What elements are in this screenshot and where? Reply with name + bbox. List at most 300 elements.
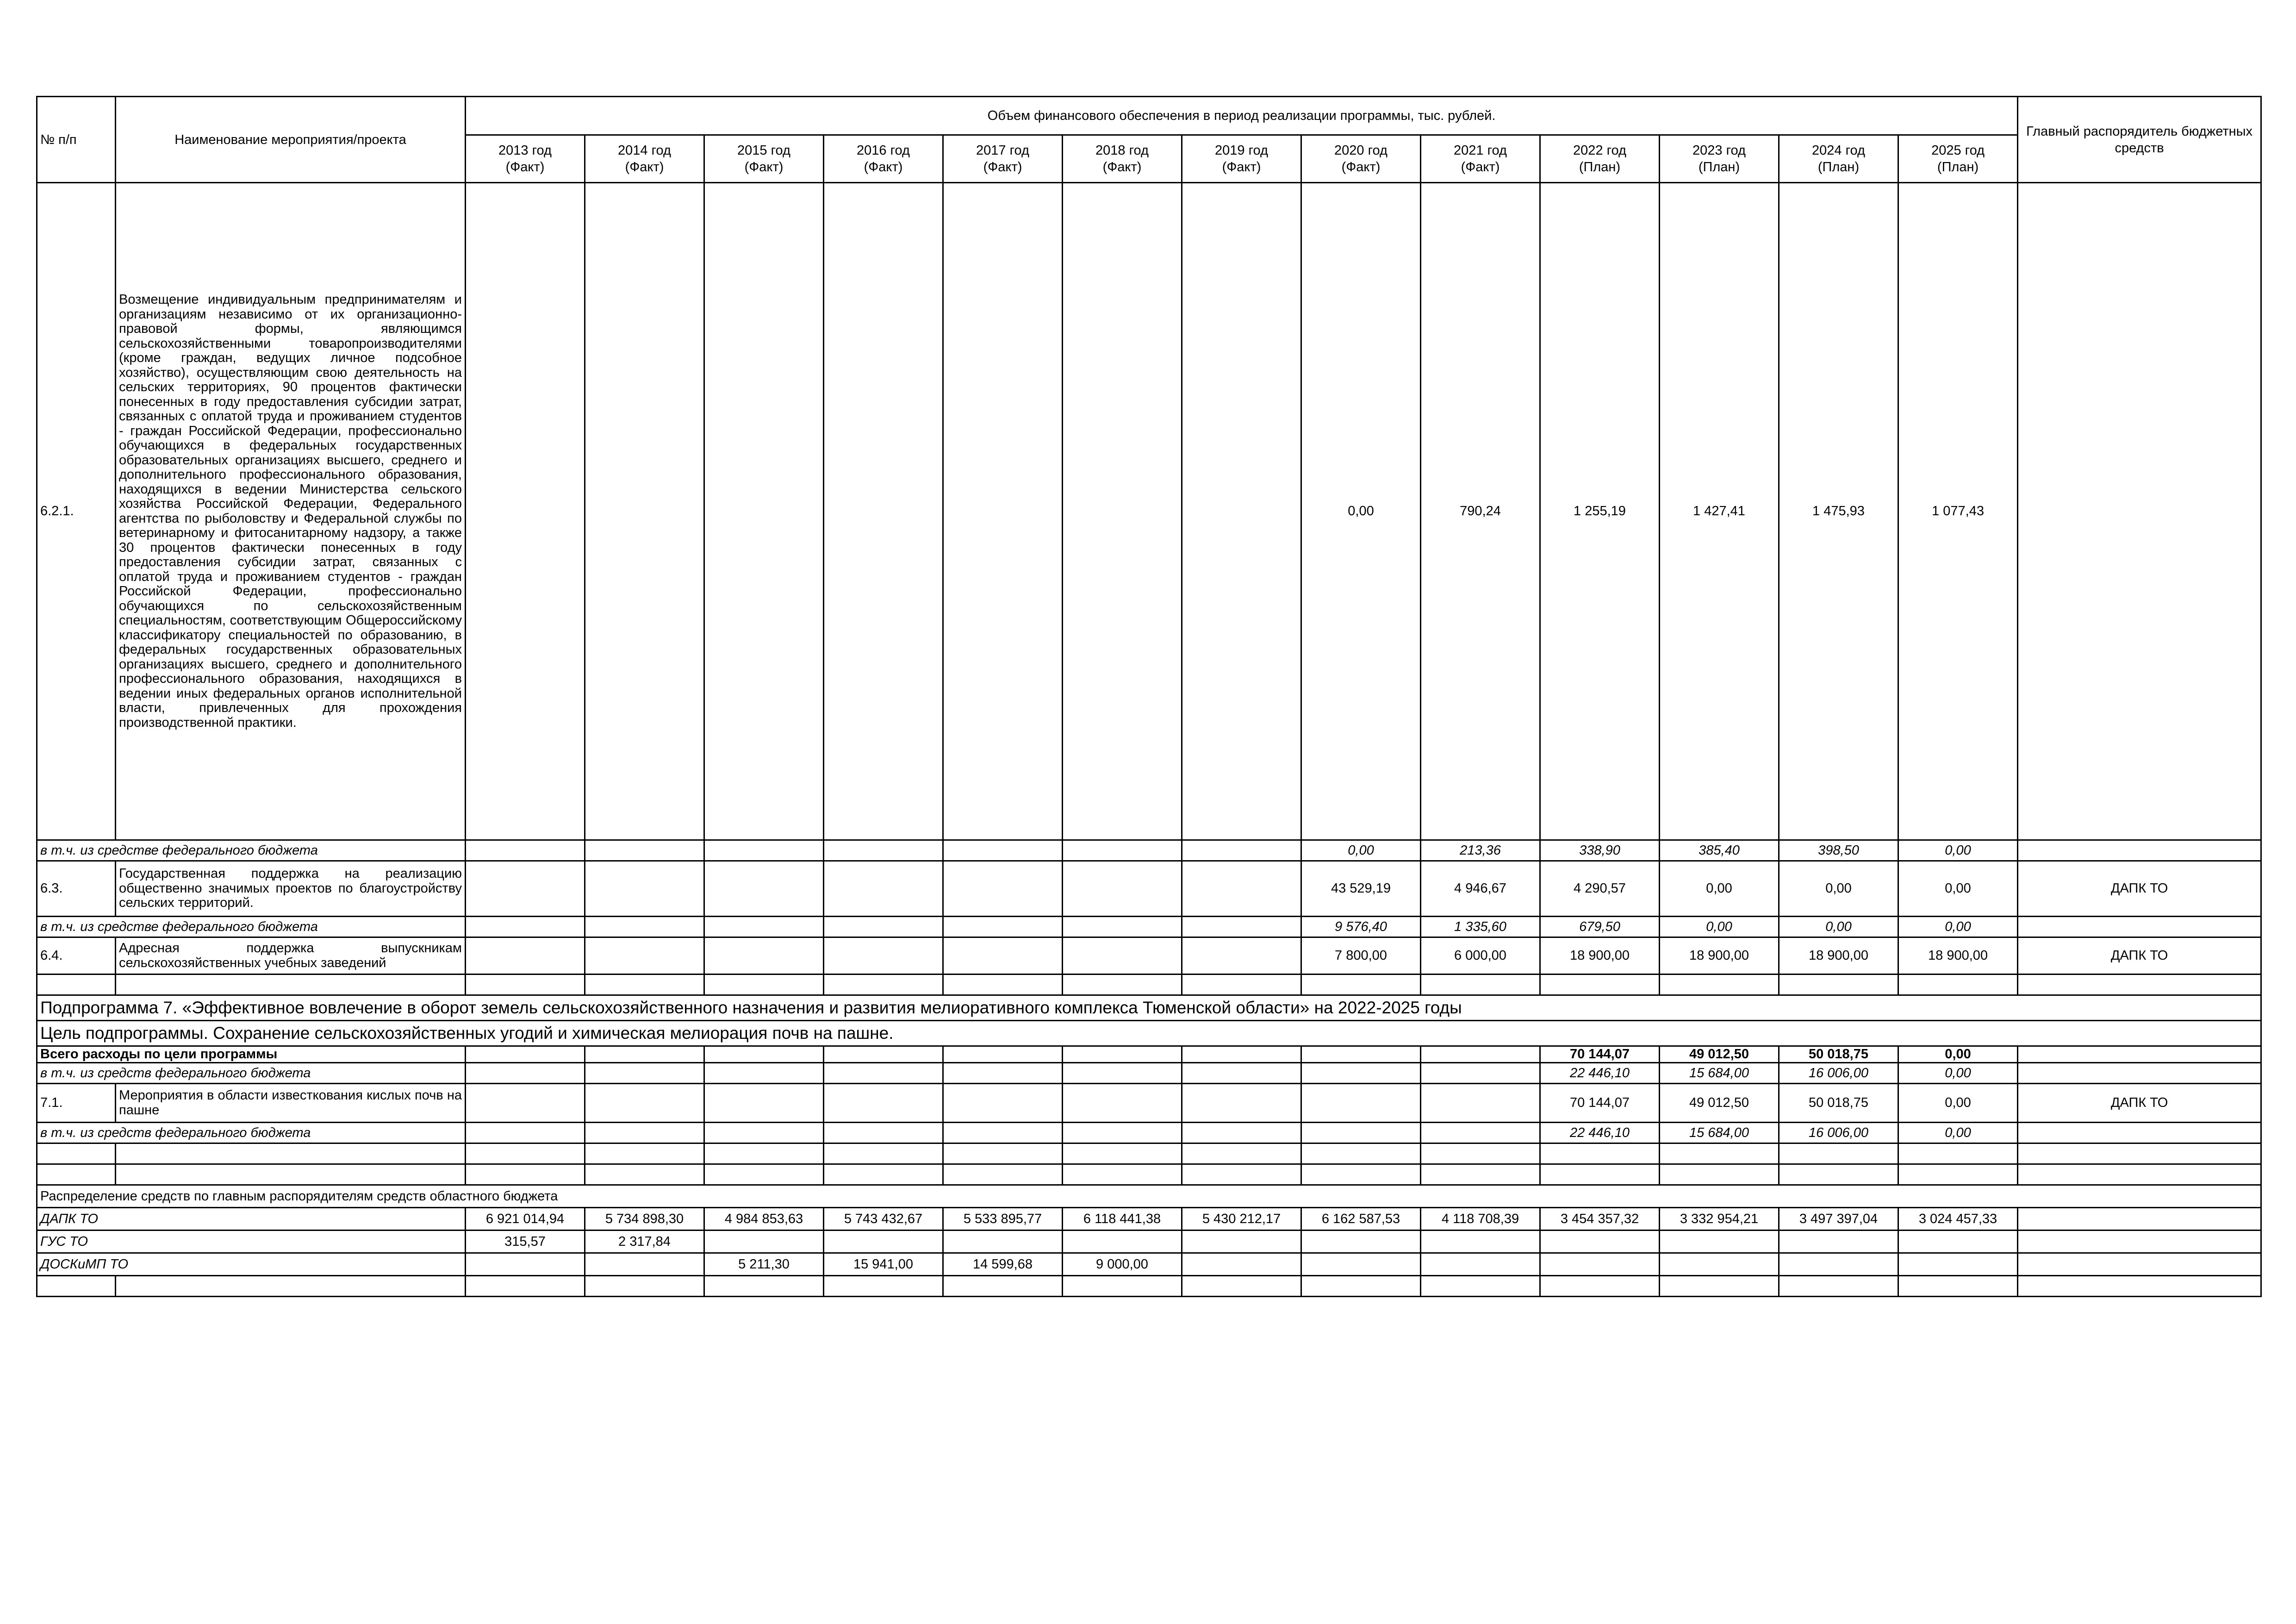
value-cell	[1063, 840, 1182, 861]
header-year-kind: (Факт)	[1341, 160, 1381, 175]
value-cell: 15 941,00	[824, 1253, 943, 1276]
section-row	[37, 1021, 2261, 1046]
header-year	[1421, 135, 1540, 183]
value-cell: 18 900,00	[1660, 937, 1779, 974]
value-cell	[704, 1123, 824, 1143]
value-cell: 18 900,00	[1779, 937, 1898, 974]
section-row	[37, 995, 2261, 1021]
value-cell: 9 000,00	[1063, 1253, 1182, 1276]
empty-cell	[466, 1164, 585, 1185]
value-cell	[585, 917, 704, 937]
header-year-kind: (Факт)	[505, 160, 545, 175]
row-label: в т.ч. из средстве федерального бюджета	[37, 840, 466, 861]
value-cell	[704, 183, 824, 840]
empty-cell	[466, 1143, 585, 1164]
row-label: Всего расходы по цели программы	[37, 1046, 466, 1063]
empty-row	[37, 974, 2261, 995]
value-cell	[1063, 1123, 1182, 1143]
empty-cell	[704, 1164, 824, 1185]
row-name: Государственная поддержка на реализацию общественно значимых проектов по благоустройству сельских территорий.	[116, 861, 466, 917]
value-cell	[466, 1253, 585, 1276]
value-cell: 5 734 898,30	[585, 1208, 704, 1230]
value-cell: 213,36	[1421, 840, 1540, 861]
row-label: в т.ч. из средств федерального бюджета	[37, 1123, 466, 1143]
value-cell: 0,00	[1898, 917, 2018, 937]
value-cell: 4 946,67	[1421, 861, 1540, 917]
header-year	[704, 135, 824, 183]
value-cell	[1182, 917, 1301, 937]
value-cell	[1898, 1253, 2018, 1276]
empty-cell	[585, 1143, 704, 1164]
value-cell: 18 900,00	[1540, 937, 1660, 974]
row-number: 6.4.	[37, 937, 116, 974]
value-cell	[943, 183, 1063, 840]
empty-cell	[1660, 1164, 1779, 1185]
empty-cell	[37, 1164, 116, 1185]
empty-cell	[466, 974, 585, 995]
value-cell: 0,00	[1898, 1046, 2018, 1063]
value-cell: 70 144,07	[1540, 1084, 1660, 1123]
value-cell	[1421, 1046, 1540, 1063]
value-cell	[1182, 1123, 1301, 1143]
value-cell: 16 006,00	[1779, 1123, 1898, 1143]
value-cell: 0,00	[1898, 1123, 2018, 1143]
value-cell	[824, 937, 943, 974]
value-cell	[1063, 183, 1182, 840]
header-year	[824, 135, 943, 183]
value-cell	[1063, 861, 1182, 917]
empty-cell	[1898, 1143, 2018, 1164]
value-cell: 15 684,00	[1660, 1063, 1779, 1084]
empty-cell	[704, 1276, 824, 1297]
table-row	[37, 1063, 2261, 1084]
value-cell	[1421, 1230, 1540, 1253]
header-year	[466, 135, 585, 183]
header-volume: Объем финансового обеспечения в период реализации программы, тыс. рублей.	[466, 97, 2018, 135]
value-cell: 3 497 397,04	[1779, 1208, 1898, 1230]
empty-cell	[1301, 1164, 1421, 1185]
value-cell: 49 012,50	[1660, 1046, 1779, 1063]
row-manager	[2018, 1123, 2261, 1143]
value-cell	[1540, 1230, 1660, 1253]
value-cell	[824, 1063, 943, 1084]
empty-cell	[824, 974, 943, 995]
value-cell	[1182, 1253, 1301, 1276]
value-cell: 6 000,00	[1421, 937, 1540, 974]
value-cell	[1063, 1084, 1182, 1123]
value-cell	[466, 183, 585, 840]
empty-cell	[1540, 1276, 1660, 1297]
value-cell	[1301, 1123, 1421, 1143]
value-cell	[1301, 1253, 1421, 1276]
row-manager: ДАПК ТО	[2018, 937, 2261, 974]
header-year-label: 2018 год	[1095, 143, 1149, 158]
value-cell	[1421, 1123, 1540, 1143]
value-cell	[943, 917, 1063, 937]
value-cell	[704, 1063, 824, 1084]
empty-cell	[824, 1276, 943, 1297]
empty-cell	[585, 1164, 704, 1185]
value-cell	[585, 1063, 704, 1084]
value-cell	[585, 1123, 704, 1143]
value-cell	[1301, 1084, 1421, 1123]
header-year-kind: (Факт)	[864, 160, 903, 175]
empty-cell	[1660, 1276, 1779, 1297]
value-cell	[1301, 1230, 1421, 1253]
value-cell	[1660, 1253, 1779, 1276]
value-cell	[704, 1046, 824, 1063]
header-year	[1779, 135, 1898, 183]
header-year-label: 2021 год	[1454, 143, 1507, 158]
empty-cell	[943, 1276, 1063, 1297]
value-cell	[943, 840, 1063, 861]
row-manager: ДАПК ТО	[2018, 1084, 2261, 1123]
table-row	[37, 937, 2261, 974]
value-cell	[943, 1063, 1063, 1084]
header-year	[1182, 135, 1301, 183]
empty-cell	[1063, 1164, 1182, 1185]
value-cell: 338,90	[1540, 840, 1660, 861]
value-cell: 5 211,30	[704, 1253, 824, 1276]
value-cell: 0,00	[1660, 917, 1779, 937]
header-year-label: 2023 год	[1692, 143, 1746, 158]
value-cell: 5 743 432,67	[824, 1208, 943, 1230]
empty-cell	[1779, 1276, 1898, 1297]
value-cell	[943, 1123, 1063, 1143]
empty-cell	[1182, 1143, 1301, 1164]
header-year-kind: (План)	[1579, 160, 1621, 175]
distribution-title: Распределение средств по главным распорядителям средств областного бюджета	[37, 1185, 2261, 1208]
value-cell	[824, 840, 943, 861]
value-cell: 2 317,84	[585, 1230, 704, 1253]
value-cell	[466, 1063, 585, 1084]
value-cell: 4 118 708,39	[1421, 1208, 1540, 1230]
value-cell	[1182, 1230, 1301, 1253]
value-cell: 0,00	[1779, 861, 1898, 917]
value-cell	[1421, 1253, 1540, 1276]
value-cell: 3 024 457,33	[1898, 1208, 2018, 1230]
value-cell	[466, 917, 585, 937]
value-cell	[824, 861, 943, 917]
row-label: в т.ч. из средств федерального бюджета	[37, 1063, 466, 1084]
row-label: ГУС ТО	[37, 1230, 466, 1253]
value-cell: 679,50	[1540, 917, 1660, 937]
header-year	[1540, 135, 1660, 183]
value-cell: 7 800,00	[1301, 937, 1421, 974]
value-cell	[704, 917, 824, 937]
value-cell	[1182, 861, 1301, 917]
empty-cell	[2018, 1276, 2261, 1297]
value-cell: 4 984 853,63	[704, 1208, 824, 1230]
value-cell	[466, 937, 585, 974]
value-cell: 22 446,10	[1540, 1123, 1660, 1143]
value-cell	[704, 1230, 824, 1253]
empty-cell	[1540, 1143, 1660, 1164]
row-number: 6.3.	[37, 861, 116, 917]
value-cell	[824, 183, 943, 840]
empty-cell	[1779, 1143, 1898, 1164]
value-cell	[1182, 1084, 1301, 1123]
value-cell: 14 599,68	[943, 1253, 1063, 1276]
value-cell	[1898, 1230, 2018, 1253]
empty-cell	[1301, 1143, 1421, 1164]
value-cell	[1063, 1230, 1182, 1253]
value-cell	[1182, 937, 1301, 974]
value-cell: 5 430 212,17	[1182, 1208, 1301, 1230]
value-cell	[704, 861, 824, 917]
value-cell: 15 684,00	[1660, 1123, 1779, 1143]
header-year	[1063, 135, 1182, 183]
value-cell	[1063, 917, 1182, 937]
header-manager: Главный распорядитель бюджетных средств	[2018, 97, 2261, 183]
value-cell	[466, 1084, 585, 1123]
empty-cell	[824, 1164, 943, 1185]
empty-cell	[1660, 1143, 1779, 1164]
header-name: Наименование мероприятия/проекта	[116, 97, 466, 183]
value-cell: 16 006,00	[1779, 1063, 1898, 1084]
header-year	[943, 135, 1063, 183]
empty-cell	[2018, 1164, 2261, 1185]
value-cell	[585, 1046, 704, 1063]
empty-cell	[1301, 974, 1421, 995]
value-cell: 0,00	[1301, 840, 1421, 861]
value-cell	[1779, 1230, 1898, 1253]
table-row	[37, 840, 2261, 861]
value-cell	[585, 1253, 704, 1276]
empty-cell	[1301, 1276, 1421, 1297]
empty-row	[37, 1276, 2261, 1297]
value-cell: 70 144,07	[1540, 1046, 1660, 1063]
empty-cell	[116, 1164, 466, 1185]
value-cell: 6 921 014,94	[466, 1208, 585, 1230]
header-year-kind: (План)	[1817, 160, 1860, 175]
empty-cell	[1182, 974, 1301, 995]
value-cell	[466, 840, 585, 861]
table-row	[37, 183, 2261, 840]
header-year-kind: (Факт)	[625, 160, 664, 175]
value-cell	[1301, 1063, 1421, 1084]
value-cell: 1 335,60	[1421, 917, 1540, 937]
value-cell: 1 255,19	[1540, 183, 1660, 840]
table-row	[37, 1230, 2261, 1253]
header-year-kind: (Факт)	[1461, 160, 1500, 175]
value-cell	[824, 1230, 943, 1253]
value-cell	[1182, 1063, 1301, 1084]
empty-cell	[1421, 1276, 1540, 1297]
row-label: в т.ч. из средстве федерального бюджета	[37, 917, 466, 937]
header-year-kind: (План)	[1937, 160, 1979, 175]
table-row	[37, 1208, 2261, 1230]
header-year-kind: (Факт)	[1102, 160, 1142, 175]
value-cell	[585, 861, 704, 917]
value-cell	[466, 861, 585, 917]
empty-cell	[585, 1276, 704, 1297]
value-cell: 50 018,75	[1779, 1046, 1898, 1063]
empty-cell	[116, 974, 466, 995]
header-year-kind: (Факт)	[1222, 160, 1261, 175]
header-year-kind: (Факт)	[744, 160, 784, 175]
empty-cell	[1540, 974, 1660, 995]
value-cell	[466, 1046, 585, 1063]
value-cell: 385,40	[1660, 840, 1779, 861]
value-cell: 1 475,93	[1779, 183, 1898, 840]
value-cell	[1063, 937, 1182, 974]
value-cell: 5 533 895,77	[943, 1208, 1063, 1230]
value-cell	[943, 1084, 1063, 1123]
header-year	[1660, 135, 1779, 183]
value-cell	[704, 840, 824, 861]
value-cell	[943, 1230, 1063, 1253]
value-cell: 1 427,41	[1660, 183, 1779, 840]
section-title: Подпрограмма 7. «Эффективное вовлечение в оборот земель сельскохозяйственного назначения и развития мелиоративного комплекса Тюменской области» на 2022-2025 годы	[37, 995, 2261, 1021]
empty-cell	[1063, 1143, 1182, 1164]
value-cell	[943, 861, 1063, 917]
value-cell	[1301, 1046, 1421, 1063]
empty-cell	[704, 1143, 824, 1164]
header-year	[1898, 135, 2018, 183]
table-row	[37, 917, 2261, 937]
row-number: 7.1.	[37, 1084, 116, 1123]
value-cell	[824, 1046, 943, 1063]
value-cell	[585, 183, 704, 840]
row-label: ДАПК ТО	[37, 1208, 466, 1230]
value-cell	[1421, 1063, 1540, 1084]
empty-cell	[1540, 1164, 1660, 1185]
table-row	[37, 1253, 2261, 1276]
value-cell: 0,00	[1898, 840, 2018, 861]
header-year-kind: (План)	[1698, 160, 1740, 175]
header-year	[1301, 135, 1421, 183]
empty-cell	[1182, 1164, 1301, 1185]
value-cell: 0,00	[1898, 1063, 2018, 1084]
value-cell	[1779, 1253, 1898, 1276]
value-cell	[943, 1046, 1063, 1063]
table-row	[37, 861, 2261, 917]
header-year-label: 2025 год	[1931, 143, 1985, 158]
value-cell: 49 012,50	[1660, 1084, 1779, 1123]
value-cell	[1182, 1046, 1301, 1063]
value-cell	[1063, 1063, 1182, 1084]
value-cell	[943, 937, 1063, 974]
empty-cell	[1063, 974, 1182, 995]
value-cell	[585, 840, 704, 861]
value-cell: 6 162 587,53	[1301, 1208, 1421, 1230]
value-cell: 3 332 954,21	[1660, 1208, 1779, 1230]
empty-cell	[1898, 1276, 2018, 1297]
header-year-label: 2013 год	[498, 143, 552, 158]
empty-cell	[943, 1143, 1063, 1164]
value-cell: 0,00	[1301, 183, 1421, 840]
empty-cell	[704, 974, 824, 995]
empty-cell	[585, 974, 704, 995]
empty-cell	[824, 1143, 943, 1164]
empty-cell	[1898, 974, 2018, 995]
row-manager	[2018, 1063, 2261, 1084]
section-title: Цель подпрограммы. Сохранение сельскохозяйственных угодий и химическая мелиорация почв на пашне.	[37, 1021, 2261, 1046]
empty-cell	[37, 1143, 116, 1164]
row-number: 6.2.1.	[37, 183, 116, 840]
empty-cell	[1898, 1164, 2018, 1185]
row-manager	[2018, 1253, 2261, 1276]
empty-cell	[1421, 1143, 1540, 1164]
header-year-label: 2022 год	[1573, 143, 1626, 158]
table-row	[37, 1046, 2261, 1063]
empty-cell	[466, 1276, 585, 1297]
value-cell	[824, 917, 943, 937]
empty-row	[37, 1143, 2261, 1164]
value-cell	[1063, 1046, 1182, 1063]
empty-cell	[116, 1276, 466, 1297]
value-cell	[824, 1123, 943, 1143]
empty-cell	[1421, 1164, 1540, 1185]
empty-cell	[1063, 1276, 1182, 1297]
header-year-label: 2016 год	[857, 143, 910, 158]
value-cell	[704, 937, 824, 974]
financing-table	[36, 96, 2262, 1297]
header-year	[585, 135, 704, 183]
value-cell	[585, 1084, 704, 1123]
row-name: Мероприятия в области известкования кислых почв на пашне	[116, 1084, 466, 1123]
empty-cell	[2018, 1143, 2261, 1164]
value-cell: 50 018,75	[1779, 1084, 1898, 1123]
empty-cell	[1779, 1164, 1898, 1185]
value-cell: 0,00	[1779, 917, 1898, 937]
empty-cell	[1779, 974, 1898, 995]
value-cell	[585, 937, 704, 974]
value-cell: 0,00	[1898, 861, 2018, 917]
row-manager: ДАПК ТО	[2018, 861, 2261, 917]
table-row	[37, 1123, 2261, 1143]
value-cell: 790,24	[1421, 183, 1540, 840]
row-manager	[2018, 840, 2261, 861]
row-manager	[2018, 1208, 2261, 1230]
value-cell: 4 290,57	[1540, 861, 1660, 917]
empty-cell	[943, 1164, 1063, 1185]
row-name: Возмещение индивидуальным предпринимателям и организациям независимо от их организационно-правовой формы, являющимся сельскохозяйственными товаропроизводителями (кроме граждан, ведущих личное подсобное хозяйство), осуществляющим свою деятельность на сельских территориях, 90 процентов фактически понесенных в году предоставления субсидии затрат, связанных с оплатой труда и проживанием студентов - граждан Российской Федерации, профессионально обучающихся в федеральных государственных образовательных организациях высшего, среднего и дополнительного профессионального образования, находящихся в ведении Министерства сельского хозяйства Российской Федерации, Федерального агентства по рыболовству и Федеральной службы по ветеринарному и фитосанитарному надзору, а также 30 процентов фактически понесенных в году предоставления субсидии затрат, связанных с оплатой труда и проживанием студентов - граждан Российской Федерации, профессионально обучающихся по сельскохозяйственным специальностям, соответствующим Общероссийскому классификатору специальностей по образованию, в федеральных государственных образовательных организациях высшего, среднего и дополнительного профессионального образования, находящихся в ведении иных федеральных органов исполнительной власти, привлеченных для прохождения производственной практики.	[116, 183, 466, 840]
header-year-label: 2017 год	[976, 143, 1029, 158]
header-num: № п/п	[37, 97, 116, 183]
distribution-row	[37, 1185, 2261, 1208]
empty-cell	[1182, 1276, 1301, 1297]
value-cell	[1421, 1084, 1540, 1123]
header-year-label: 2020 год	[1334, 143, 1388, 158]
row-name: Адресная поддержка выпускникам сельскохозяйственных учебных заведений	[116, 937, 466, 974]
empty-cell	[943, 974, 1063, 995]
empty-cell	[2018, 974, 2261, 995]
empty-cell	[37, 1276, 116, 1297]
value-cell	[466, 1123, 585, 1143]
empty-cell	[1660, 974, 1779, 995]
value-cell: 0,00	[1898, 1084, 2018, 1123]
header-year-label: 2024 год	[1812, 143, 1865, 158]
value-cell: 1 077,43	[1898, 183, 2018, 840]
value-cell: 0,00	[1660, 861, 1779, 917]
value-cell	[1540, 1253, 1660, 1276]
header-year-label: 2019 год	[1215, 143, 1268, 158]
table-row	[37, 1084, 2261, 1123]
value-cell	[1660, 1230, 1779, 1253]
empty-cell	[1421, 974, 1540, 995]
header-year-label: 2015 год	[737, 143, 790, 158]
value-cell: 3 454 357,32	[1540, 1208, 1660, 1230]
value-cell: 398,50	[1779, 840, 1898, 861]
value-cell	[1182, 840, 1301, 861]
empty-row	[37, 1164, 2261, 1185]
value-cell: 6 118 441,38	[1063, 1208, 1182, 1230]
row-manager	[2018, 183, 2261, 840]
value-cell	[824, 1084, 943, 1123]
row-manager	[2018, 1230, 2261, 1253]
